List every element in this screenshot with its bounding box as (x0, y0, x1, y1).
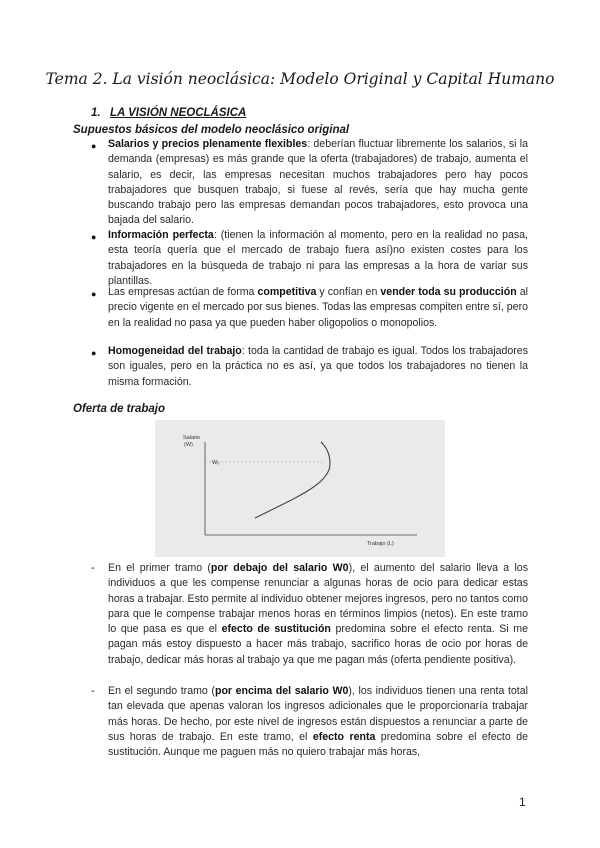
section-heading (91, 107, 246, 119)
bullet-bold: competitiva (257, 286, 317, 298)
oferta-heading: Oferta de trabajo (73, 403, 166, 415)
bullet-marker: ● (91, 289, 97, 299)
bullet-text: : toda la cantidad de trabajo es igual. Todos los trabajadores son iguales, pero en la práctica no es así, ya que todos los trabajadores no tienen la misma formación. (108, 345, 528, 388)
bullet-text: : deberían fluctuar libremente los salarios, si la demanda (empresas) es más grande que la oferta (trabajadores) de trabajo, aumenta el salario, es decir, las empresas necesitan muchos trabajadores pero hay pocos trabajadores que busquen trabajo, si fuese al revés, sería que hay mucha gente buscando trabajo pero las empresas demandan pocos trabajadores, esto provoca una bajada del salario. (108, 138, 528, 227)
labor-supply-figure (155, 420, 445, 557)
dash-text-pre: En el segundo tramo ( (108, 685, 215, 697)
dash-bold: por encima del salario W0 (214, 685, 349, 697)
y-axis-label-2: (W) (184, 442, 193, 448)
bullet-bold-2: vender toda su producción (380, 286, 517, 298)
page-number: 1 (519, 795, 526, 809)
bullet-text-mid: y confían en (316, 286, 381, 298)
dash-text-pre: En el primer tramo ( (108, 562, 211, 574)
dash-marker: - (91, 685, 95, 697)
w0-label: W₀ (212, 460, 220, 466)
dash-bold: por debajo del salario W0 (210, 562, 349, 574)
dash-marker: - (91, 562, 95, 574)
bullet-text: : (tienen la información al momento, pero en la realidad no pasa, esta teoría quería que el mercado de trabajo fuera así)no existen costes para los trabajadores en la búsqueda de trabajo ni para las empresas a la hora de variar sus plantillas. (108, 229, 528, 287)
bullet-marker: ● (91, 348, 97, 358)
dash-text-mid: ), el aumento del salario lleva a los individuos a que les compense renunciar a algunas horas de ocio para dedicar estas horas a trabajar. Esto permite al individuo obtener mejores ingresos, pero no tantos como para que le compense trabajar menos horas en términos limpios (netos). En este tramo lo que pasa es que el (108, 562, 528, 636)
bullet-item (108, 228, 528, 289)
dash-text: predomina sobre el efecto renta. Si me pagan más estoy dispuesto a hacer más trabajo, sacrifico horas de ocio por horas de trabajo, dedicar más horas al trabajo ya que me pagan más (oferta pendiente positiva). (108, 623, 529, 666)
section-label: LA VISIÓN NEOCLÁSICA (110, 107, 247, 119)
dash-item (108, 684, 528, 760)
dash-bold-2: efecto renta (312, 730, 376, 743)
bullet-bold: Homogeneidad del trabajo (108, 345, 242, 357)
bullet-bold: Salarios y precios plenamente flexibles (108, 138, 308, 150)
dash-text: predomina sobre el efecto de sustitución. Aunque me paguen más no quiero trabajar más horas, (108, 730, 528, 759)
bullet-item (108, 344, 528, 390)
section-number: 1. (91, 107, 101, 119)
dash-bold-2: efecto de sustitución (221, 623, 331, 636)
bullet-item (108, 137, 528, 229)
y-axis-label-1: Salario (183, 435, 201, 441)
document-title: Tema 2. La visión neoclásica: Modelo Original y Capital Humano (45, 70, 555, 88)
subheading: Supuestos básicos del modelo neoclásico original (73, 124, 350, 136)
x-axis-label: Trabajo (L) (367, 541, 394, 547)
bullet-text-pre: Las empresas actúan de forma (108, 286, 258, 298)
bullet-bold: Información perfecta (108, 229, 214, 241)
supply-curve (255, 442, 330, 518)
bullet-item (108, 285, 528, 331)
bullet-text: al precio vigente en el mercado por sus bienes. Todas las empresas compiten entre sí, pero en la realidad no pasa ya que pueden haber oligopolios o monopolios. (108, 286, 528, 329)
bullet-marker: ● (91, 232, 97, 242)
bullet-marker: ● (91, 141, 97, 151)
labor-supply-chart (155, 420, 445, 557)
dash-item (108, 561, 528, 668)
dash-text-mid: ), los individuos tienen una renta total tan elevada que apenas valoran los ingresos adicionales que le proporcionaría trabajar más horas. De hecho, por este nivel de ingresos están dispuestos a renunciar a parte de sus horas de trabajo. En este tramo, el (108, 685, 528, 743)
